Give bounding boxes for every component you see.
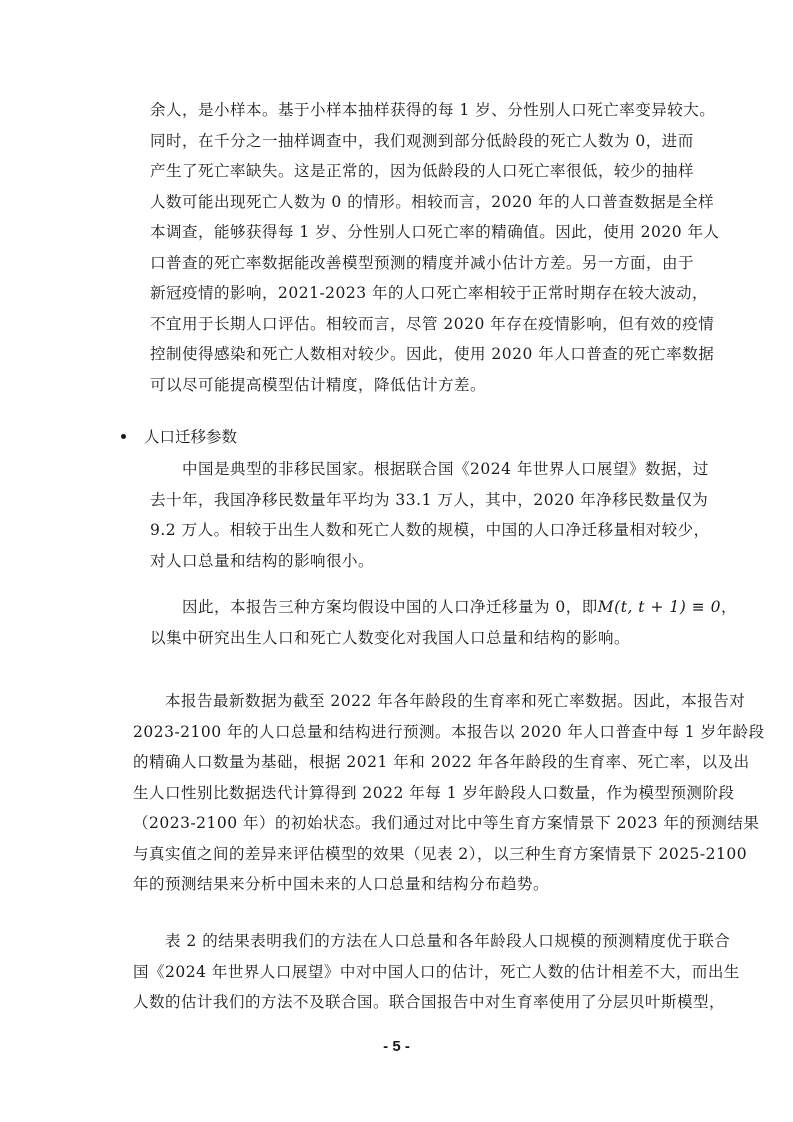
bullet-icon — [121, 434, 126, 439]
text-line: 人数可能出现死亡人数为 0 的情形。相较而言，2020 年的人口普查数据是全样 — [150, 192, 715, 211]
text-line: 9.2 万人。相较于出生人数和死亡人数的规模，中国的人口净迁移量相对较少， — [150, 521, 710, 539]
text-line: （2023-2100 年）的初始状态。我们通过对比中等生育方案情景下 2023 年的预测结果 — [133, 814, 760, 832]
text-segment: 因此，本报告三种方案均假设中国的人口净迁移量为 0，即 — [150, 598, 598, 616]
text-line: 产生了死亡率缺失。这是正常的，因为低龄段的人口死亡率很低，较少的抽样 — [150, 162, 695, 180]
text-line: 与真实值之间的差异来评估模型的效果（见表 2），以三种生育方案情景下 2025-2100 — [133, 844, 748, 863]
text-line: 本报告最新数据为截至 2022 年各年龄段的生育率和死亡率数据。因此，本报告对 — [133, 692, 746, 710]
text-segment: ， — [720, 598, 737, 616]
text-line: 可以尽可能提高模型估计精度，降低估计方差。 — [150, 375, 487, 394]
paragraph-mortality-data — [150, 95, 720, 400]
text-line: 不宜用于长期人口评估。相较而言，尽管 2020 年存在疫情影响，但有效的疫情 — [150, 314, 715, 333]
page-number: - 5 - — [383, 1038, 410, 1055]
text-line: 年的预测结果来分析中国未来的人口总量和结构分布趋势。 — [133, 875, 550, 893]
text-line: 2023-2100 年的人口总量和结构进行预测。本报告以 2020 年人口普查中每 1 岁年龄段 — [133, 722, 765, 741]
text-line: 生人口性别比数据迭代计算得到 2022 年每 1 岁年龄段人口数量，作为模型预测阶段 — [133, 783, 735, 802]
text-line: 去十年，我国净移民数量年平均为 33.1 万人，其中，2020 年净移民数量仅为 — [150, 490, 709, 509]
text-line: 本调查，能够获得每 1 岁、分性别人口死亡率的精确值。因此，使用 2020 年人 — [150, 223, 720, 241]
text-line: 余人，是小样本。基于小样本抽样获得的每 1 岁、分性别人口死亡率变异较大。 — [150, 101, 716, 119]
bullet-label: 人口迁移参数 — [144, 428, 238, 446]
bullet-heading-migration — [121, 422, 237, 452]
migration-formula: M(t, t + 1) ≡ 0 — [597, 598, 721, 616]
text-line — [150, 592, 737, 623]
text-line: 的精确人口数量为基础，根据 2021 年和 2022 年各年龄段的生育率、死亡率，以及出 — [133, 753, 750, 771]
text-line: 对人口总量和结构的影响很小。 — [150, 551, 375, 570]
text-line: 以集中研究出生人口和死亡人数变化对我国人口总量和结构的影响。 — [150, 628, 631, 647]
text-line: 人数的估计我们的方法不及联合国。联合国报告中对生育率使用了分层贝叶斯模型， — [133, 993, 726, 1011]
paragraph-migration — [150, 454, 710, 576]
paragraph-assumption — [150, 592, 737, 653]
text-line: 中国是典型的非移民国家。根据联合国《2024 年世界人口展望》数据，过 — [150, 460, 709, 478]
text-line: 表 2 的结果表明我们的方法在人口总量和各年龄段人口规模的预测精度优于联合 — [133, 932, 731, 950]
text-line: 国《2024 年世界人口展望》中对中国人口的估计，死亡人数的估计相差不大，而出生 — [133, 962, 740, 981]
text-line: 新冠疫情的影响，2021-2023 年的人口死亡率相较于正常时期存在较大波动， — [150, 284, 709, 302]
text-line: 口普查的死亡率数据能改善模型预测的精度并减小估计方差。另一方面，由于 — [150, 253, 695, 272]
text-line: 同时，在千分之一抽样调查中，我们观测到部分低龄段的死亡人数为 0，进而 — [150, 131, 694, 150]
paragraph-forecast-setup — [133, 686, 765, 900]
paragraph-table2-results — [133, 926, 740, 1018]
text-line: 控制使得感染和死亡人数相对较少。因此，使用 2020 年人口普查的死亡率数据 — [150, 345, 715, 363]
